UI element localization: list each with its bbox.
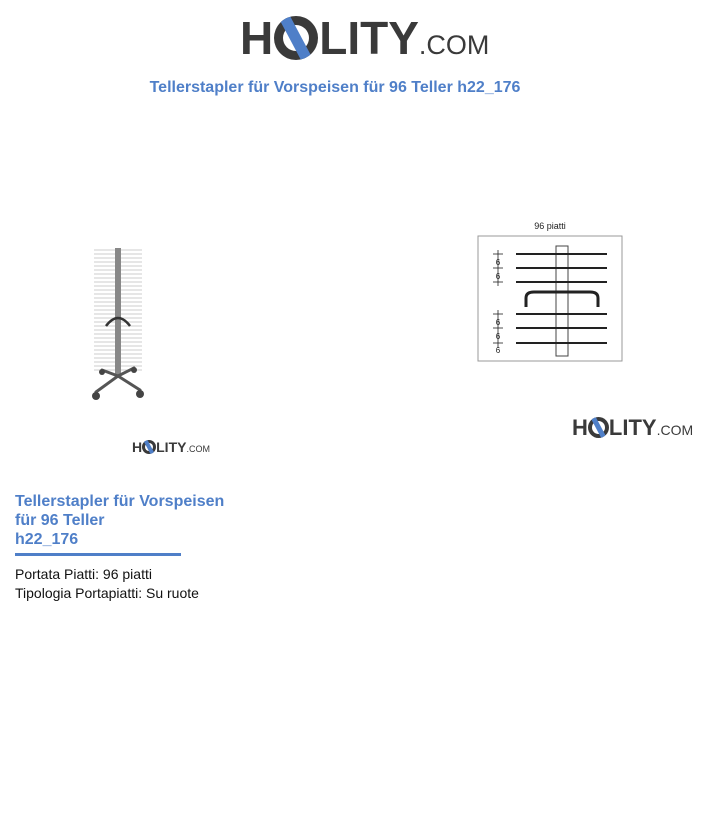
spec-rack-type: Tipologia Portapiatti: Su ruote — [15, 585, 199, 601]
dimension-mark: 6 — [495, 318, 501, 327]
logo-o-mark-icon — [142, 440, 156, 454]
spec-plate-capacity: Portata Piatti: 96 piatti — [15, 566, 152, 582]
product-heading-line: für 96 Teller — [15, 512, 105, 529]
logo-suffix: .COM — [656, 422, 694, 438]
logo-o-mark-icon — [588, 417, 609, 438]
heading-divider — [15, 553, 181, 556]
logo-word: LITY — [156, 439, 187, 455]
product-heading-line: Tellerstapler für Vorspeisen — [15, 493, 225, 510]
technical-drawing — [472, 218, 632, 368]
dimension-mark: 6 — [495, 346, 501, 355]
product-code: h22_176 — [15, 531, 79, 548]
logo-letter: H — [572, 415, 588, 440]
logo-word: LITY — [608, 415, 657, 440]
logo-suffix: .COM — [186, 444, 210, 454]
holity-logo[interactable] — [240, 10, 489, 73]
product-heading — [15, 492, 245, 549]
holity-watermark-logo — [132, 437, 210, 459]
dimension-mark: 6 — [495, 272, 501, 281]
product-specs — [15, 565, 199, 603]
logo-o-mark-icon — [274, 16, 318, 60]
page-title: Tellerstapler für Vorspeisen für 96 Teller h22_176 — [149, 79, 521, 96]
logo-letter: H — [240, 12, 274, 64]
dimension-mark: 6 — [495, 258, 501, 267]
drawing-caption: 96 piatti — [534, 221, 566, 231]
logo-word: LITY — [319, 12, 419, 64]
dimension-mark: 6 — [495, 332, 501, 341]
logo-letter: H — [132, 439, 143, 455]
product-photo — [82, 244, 154, 406]
logo-suffix: .COM — [418, 30, 490, 60]
holity-watermark-logo — [572, 414, 693, 444]
